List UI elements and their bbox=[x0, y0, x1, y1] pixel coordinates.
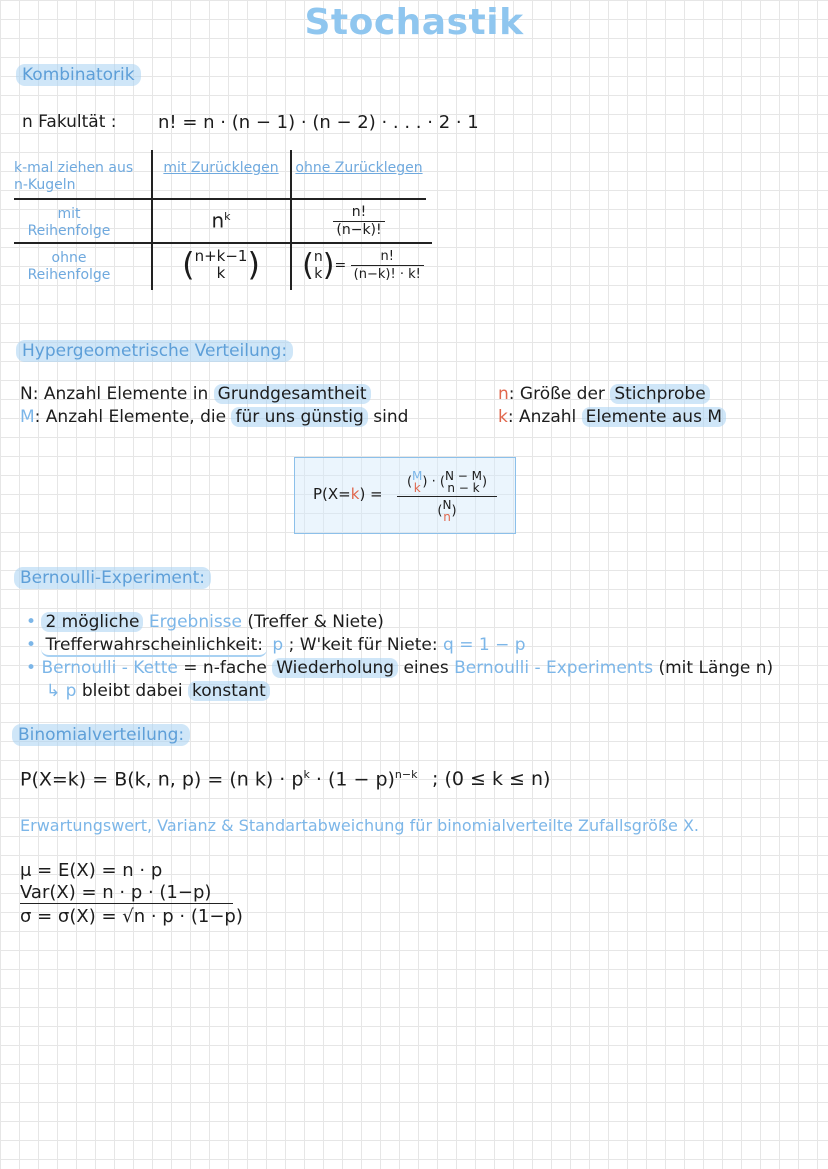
fakultaet-formula: n! = n · (n − 1) · (n − 2) · . . . · 2 · 1 bbox=[158, 112, 479, 133]
cell-variation-mit-zuruecklegen: $n^k$ bbox=[211, 208, 231, 233]
section-heading-kombinatorik: Kombinatorik bbox=[16, 64, 141, 86]
definition-k: k: Anzahl Elemente aus M bbox=[498, 407, 726, 427]
binomial-subtitle: Erwartungswert, Varianz & Standartabweichung für binomialverteilte Zufallsgröße X. bbox=[20, 816, 700, 835]
binomial-condition: ; (0 ≤ k ≤ n) bbox=[432, 768, 551, 790]
section-heading-bernoulli: Bernoulli-Experiment: bbox=[14, 567, 211, 589]
table-row-header-ohne-reihenfolge: ohne Reihenfolge bbox=[27, 250, 111, 283]
bernoulli-bullet-2: • Trefferwahrscheinlichkeit: p ; W'keit für Niete: q = 1 − p bbox=[26, 635, 526, 655]
hypergeometric-fraction: ( M k ) · ( N − M n − k ) ( N n ) bbox=[397, 470, 497, 523]
bernoulli-bullet-1: • 2 mögliche Ergebnisse (Treffer & Niete) bbox=[26, 612, 384, 632]
combinatorics-table bbox=[14, 150, 432, 292]
table-col-header-ohne-zuruecklegen: ohne Zurücklegen bbox=[295, 160, 423, 176]
definition-M: M: Anzahl Elemente, die für uns günstig sind bbox=[20, 407, 409, 427]
definition-N: N: Anzahl Elemente in Grundgesamtheit bbox=[20, 384, 371, 404]
page-title: Stochastik bbox=[304, 2, 524, 43]
cell-kombination-ohne-zuruecklegen: ( n k )= $\frac{n!}{(n-k)! \cdot k!}$ bbox=[294, 248, 432, 283]
variance: Var(X) = n · p · (1−p) bbox=[20, 882, 233, 904]
table-corner-label: k-mal ziehen aus n-Kugeln bbox=[14, 160, 134, 193]
bernoulli-bullet-3: • Bernoulli - Kette = n-fache Wiederholung eines Bernoulli - Experiments (mit Länge n) bbox=[26, 658, 774, 678]
fakultaet-label: n Fakultät : bbox=[22, 112, 117, 132]
expected-value: μ = E(X) = n · p bbox=[20, 860, 163, 881]
table-col-header-mit-zuruecklegen: mit Zurücklegen bbox=[163, 160, 279, 176]
cell-variation-ohne-zuruecklegen: $\frac{n!}{(n-k)!}$ bbox=[294, 204, 424, 239]
definition-n: n: Größe der Stichprobe bbox=[498, 384, 710, 404]
cell-kombination-mit-zuruecklegen: ( n+k−1 k ) bbox=[182, 245, 260, 284]
hypergeometric-lhs: P(X=k) = bbox=[313, 485, 383, 503]
section-heading-binomial: Binomialverteilung: bbox=[12, 724, 190, 746]
table-row-header-mit-reihenfolge: mit Reihenfolge bbox=[27, 206, 111, 239]
section-heading-hypergeometrisch: Hypergeometrische Verteilung: bbox=[16, 340, 293, 362]
standard-deviation: σ = σ(X) = √n · p · (1−p) bbox=[20, 906, 243, 927]
binomial-formula: P(X=k) = B(k, n, p) = (n $k) \cdot p^k \cdot (1 - p)^{n-k}$ bbox=[20, 768, 418, 791]
bernoulli-subnote: ↳ p bleibt dabei konstant bbox=[46, 681, 270, 701]
hypergeometric-formula-box bbox=[294, 457, 516, 534]
